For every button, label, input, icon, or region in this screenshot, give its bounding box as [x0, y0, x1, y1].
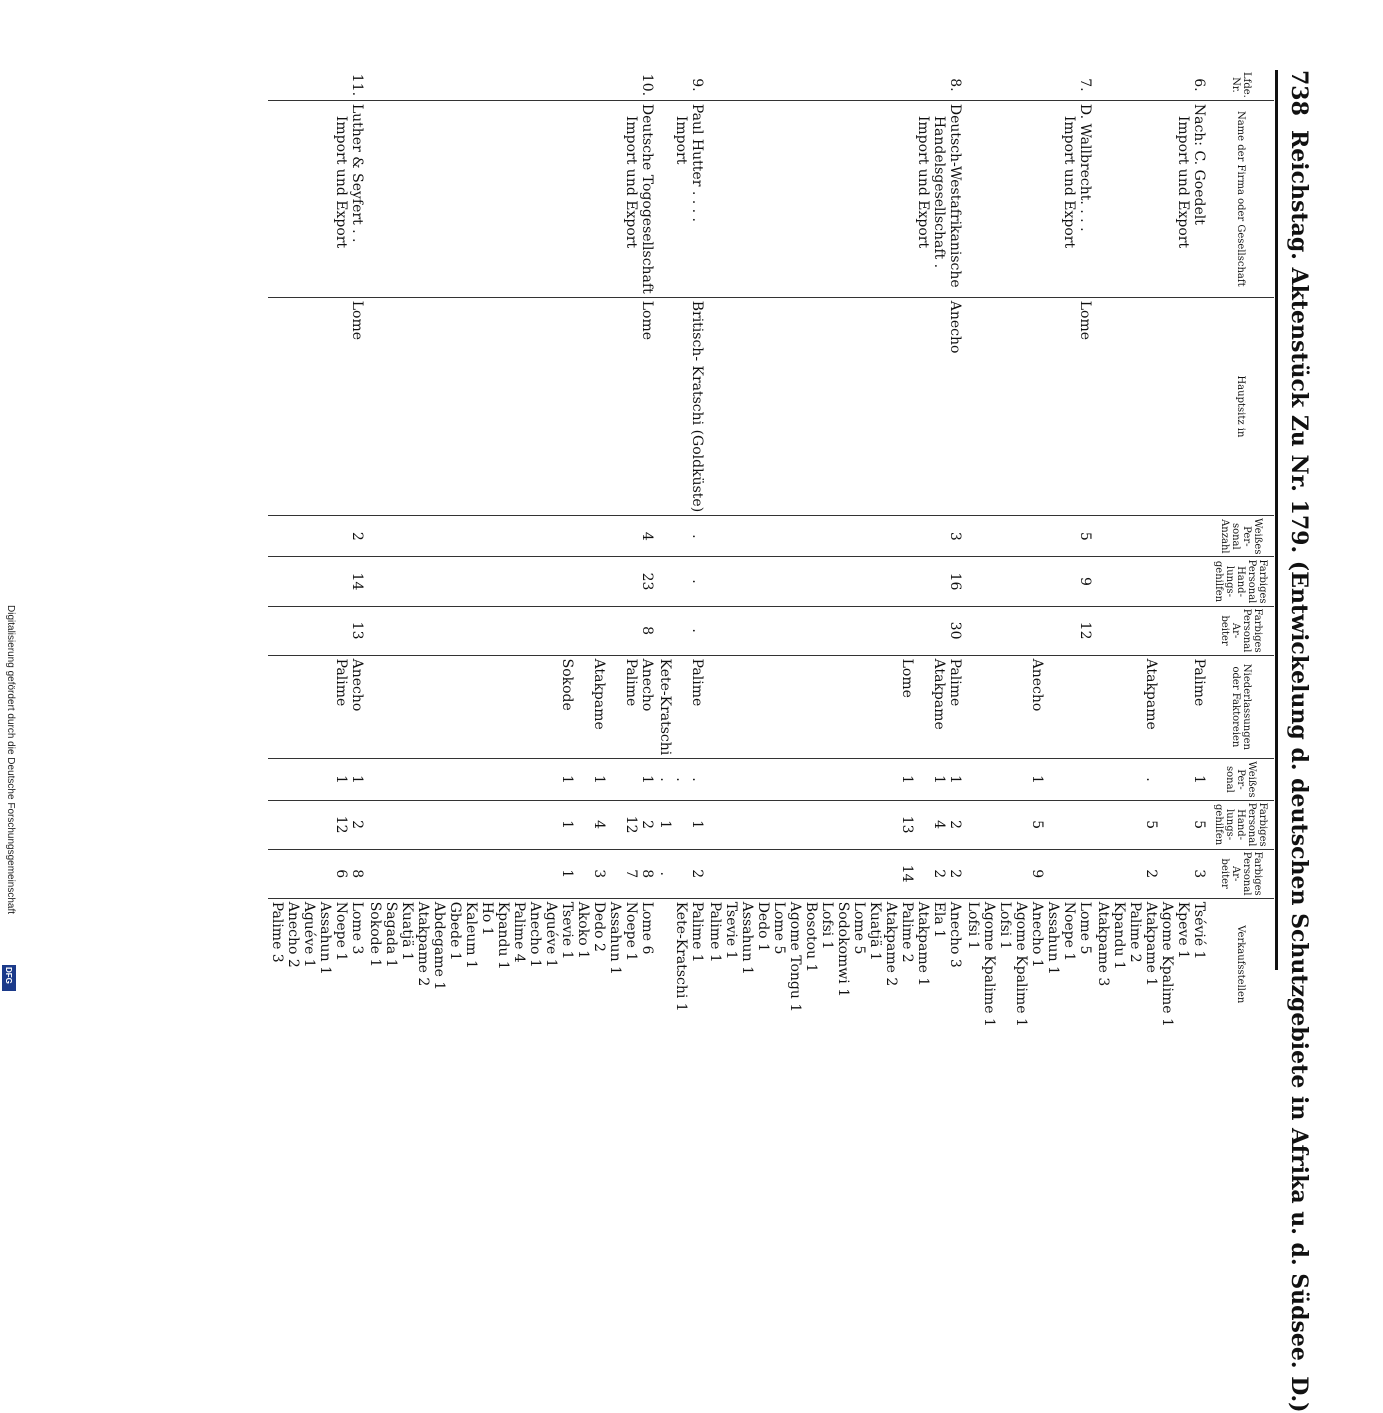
branch-clerks-count: 1 [689, 820, 705, 830]
branch-workers-count: 7 [623, 869, 639, 879]
page-header [1278, 70, 1318, 1413]
branches [964, 655, 1094, 759]
col-header-branch-workers: Farbiges Personal Ar- beiter [1208, 849, 1274, 898]
branch-workers-count: 8 [349, 869, 365, 879]
branch-name: Kete-Kratschi [657, 658, 673, 756]
sales-point: Atakpame 3 [1095, 901, 1111, 987]
company-name-line2: Import [673, 115, 689, 165]
company-name [706, 100, 964, 297]
branch-clerks-count [673, 804, 689, 846]
branch-workers-count: 1 [559, 869, 575, 879]
sales-point: Lome 5 [771, 901, 787, 955]
branch-name: Palime [947, 658, 963, 707]
sales-points [366, 898, 656, 1030]
table-row [964, 70, 1094, 1030]
branch-clerks [366, 800, 656, 849]
digitization-note: Digitalisierung gefördert durch die Deutsche Forschungsgemeinschaft [5, 605, 16, 915]
branch-workers [1094, 849, 1208, 898]
sales-point: Palime 4 [511, 901, 527, 963]
branches [366, 655, 656, 759]
branch-name: Anecho [349, 658, 365, 712]
sales-point: Atakpame 2 [415, 901, 431, 987]
branch-white-count [1159, 762, 1175, 796]
white-staff-count: 4 [639, 531, 655, 541]
branch-clerks-count: 12 [333, 815, 349, 834]
branch-white-count [1175, 762, 1191, 796]
headquarters [1094, 297, 1208, 515]
branch-white-count: 1 [591, 774, 607, 784]
sales-point: Anecho 1 [1029, 901, 1045, 968]
headquarters [656, 297, 706, 515]
table-row [366, 70, 656, 1030]
branch-workers-count [1045, 853, 1061, 895]
sales-point: Noepe 1 [333, 901, 349, 962]
clerks-count: 16 [947, 572, 963, 591]
sales-point: Atakpame 2 [883, 901, 899, 987]
table-row [268, 70, 366, 1030]
company-name-line2: Handelsgesellschaft . [931, 115, 947, 269]
branch-clerks [706, 800, 964, 849]
branch-white [268, 759, 366, 800]
clerks-count: 23 [639, 572, 655, 591]
branches [268, 655, 366, 759]
sales-point: Lome 3 [349, 901, 365, 955]
sales-point: Tsévié 1 [1191, 901, 1207, 960]
workers [268, 606, 366, 655]
clerks [656, 557, 706, 606]
sales-point: Lome 5 [851, 901, 867, 955]
white-staff-count: . [689, 534, 705, 539]
workers-count: . [689, 628, 705, 633]
sales-point: Kuatjä 1 [867, 901, 883, 961]
company-name-line3: Import und Export [915, 115, 931, 249]
sales-point: Tsevie 1 [723, 901, 739, 960]
white-staff [656, 516, 706, 557]
sales-point: Aguéve 1 [301, 901, 317, 968]
sales-point: Sokode 1 [367, 901, 383, 968]
branch-white-count [623, 762, 639, 796]
branch-white-count [575, 762, 591, 796]
branch-white-count: . [673, 777, 689, 782]
sales-point: Akoko 1 [575, 901, 591, 959]
branch-white-count [915, 762, 931, 796]
branch-clerks-count [1045, 804, 1061, 846]
branch-workers-count: 2 [947, 869, 963, 879]
sales-point: Palime 3 [269, 901, 285, 963]
sales-points [656, 898, 706, 1030]
sales-point: Assahun 1 [1045, 901, 1061, 975]
branch-workers-count: 2 [1143, 869, 1159, 879]
headquarters-text: Lome [1077, 300, 1093, 341]
sales-point: Gbede 1 [447, 901, 463, 961]
rotated-sheet [78, 70, 1318, 1413]
branch-clerks-count: 2 [639, 820, 655, 830]
branch-white-count: 1 [899, 774, 915, 784]
branch-white [964, 759, 1094, 800]
company-name-line2: Import und Export [623, 115, 639, 249]
row-number-text: 6. [1191, 78, 1207, 92]
branch-clerks-count: 4 [931, 820, 947, 830]
row-number [268, 70, 366, 100]
branch-white-count: 1 [947, 774, 963, 784]
sales-point: Agome Kpalime 1 [981, 901, 997, 1027]
branch-workers-count: 3 [591, 869, 607, 879]
sales-point: Lofsi 1 [819, 901, 835, 950]
branch-name: Palime [623, 658, 639, 707]
company-name-text: Luther & Seyfert . . [349, 103, 365, 243]
branch-workers-count [673, 853, 689, 895]
headquarters [268, 297, 366, 515]
sales-point: Assahun 1 [317, 901, 333, 975]
company-name-line2: Import und Export [1175, 115, 1191, 249]
company-name [366, 100, 656, 297]
sales-point: Palime 1 [707, 901, 723, 963]
sales-point: Kaleum 1 [463, 901, 479, 969]
sales-point: Anecho 1 [527, 901, 543, 968]
sales-point: Anecho 3 [947, 901, 963, 968]
sales-point: Noepe 1 [1061, 901, 1077, 962]
dfg-logo [2, 965, 16, 991]
sales-points [964, 898, 1094, 1030]
headquarters-text: Anecho [947, 300, 963, 354]
sales-point: Ho 1 [479, 901, 495, 936]
branch-name: Atakpame [591, 658, 607, 730]
sales-point: Anecho 2 [285, 901, 301, 968]
white-staff [1094, 516, 1208, 557]
sales-points [706, 898, 964, 1030]
white-staff [366, 516, 656, 557]
branch-workers-count: 2 [689, 869, 705, 879]
sales-point: Sagada 1 [383, 901, 399, 968]
clerks-count: . [689, 579, 705, 584]
branch-name: Palime [689, 658, 705, 707]
branch-clerks-count [607, 804, 623, 846]
branch-workers [964, 849, 1094, 898]
branch-workers-count [607, 853, 623, 895]
branch-clerks-count [1077, 804, 1093, 846]
dfg-logo-text: DFG [4, 967, 13, 984]
col-header-nr: Lfde. Nr. [1230, 72, 1252, 98]
white-staff-count: 2 [349, 531, 365, 541]
branch-workers-count [1077, 853, 1093, 895]
sales-point: Aguéve 1 [543, 901, 559, 968]
sales-point: Agome Kpalime 1 [1159, 901, 1175, 1027]
branch-workers [366, 849, 656, 898]
branch-workers-count [1159, 853, 1175, 895]
sales-point: Assahun 1 [607, 901, 623, 975]
row-number-text: 8. [947, 78, 963, 92]
company-name [1094, 100, 1208, 297]
branch-name [915, 659, 931, 756]
white-staff [268, 516, 366, 557]
sales-point: Kpandu 1 [1111, 901, 1127, 970]
branch-workers-count: 8 [639, 869, 655, 879]
branch-white [656, 759, 706, 800]
sales-point: Bosotou 1 [803, 901, 819, 973]
branch-clerks-count: 1 [559, 820, 575, 830]
branch-white-count: 1 [349, 774, 365, 784]
branches [706, 655, 964, 759]
workers [706, 606, 964, 655]
workers [656, 606, 706, 655]
col-header-stations: Verkaufsstellen [1208, 898, 1274, 1030]
branch-workers-count: 14 [899, 864, 915, 883]
branch-workers-count: 2 [931, 869, 947, 879]
sales-point: Kpeve 1 [1175, 901, 1191, 959]
row-number [964, 70, 1094, 100]
branch-white-count [1077, 762, 1093, 796]
clerks [1094, 557, 1208, 606]
sales-point: Kete-Kratschi 1 [673, 901, 689, 1012]
branch-white-count: 1 [1191, 774, 1207, 784]
branch-name: Anecho [1029, 658, 1045, 712]
sales-point: Atakpame 1 [1143, 901, 1159, 987]
branch-name [1045, 659, 1061, 756]
branch-white-count: 1 [1029, 774, 1045, 784]
table-row [656, 70, 706, 1030]
branch-white-count: 1 [559, 774, 575, 784]
row-number-text: 10. [639, 73, 655, 97]
digitization-footer [2, 605, 16, 995]
branch-clerks-count: 5 [1143, 820, 1159, 830]
branch-clerks-count: 1 [657, 820, 673, 830]
branch-workers-count [915, 853, 931, 895]
branches [1094, 655, 1208, 759]
col-header-white: Weißes Per- sonal Anzahl [1208, 516, 1274, 557]
header-rule [1275, 70, 1278, 970]
row-number [366, 70, 656, 100]
branch-workers-count [575, 853, 591, 895]
branch-white-count: 1 [931, 774, 947, 784]
branch-white-count [1045, 762, 1061, 796]
clerks [268, 557, 366, 606]
headquarters [366, 297, 656, 515]
company-name-line2: Import und Export [333, 115, 349, 249]
table-header-row [1208, 70, 1274, 1030]
branch-clerks-count: 12 [623, 815, 639, 834]
sales-point: Atakpame 1 [915, 901, 931, 987]
clerks [964, 557, 1094, 606]
company-name [268, 100, 366, 297]
branch-workers-count: 6 [333, 869, 349, 879]
branch-workers [706, 849, 964, 898]
branch-white-count: 1 [639, 774, 655, 784]
white-staff [964, 516, 1094, 557]
branch-name [673, 659, 689, 756]
sales-point: Palime 1 [689, 901, 705, 963]
branch-white-count [607, 762, 623, 796]
company-name-text: Paul Hutter . . . . [689, 103, 705, 222]
branch-name [1175, 659, 1191, 756]
col-header-workers: Farbiges Personal Ar- beiter [1208, 606, 1274, 655]
branch-name: Anecho [639, 658, 655, 712]
row-number-text: 11. [349, 73, 365, 97]
workers-count: 13 [349, 621, 365, 640]
sales-point: Lofsi 1 [997, 901, 1013, 950]
sales-point: Tsevie 1 [559, 901, 575, 960]
branch-clerks-count: 2 [349, 820, 365, 830]
workers [366, 606, 656, 655]
branch-clerks-count: 4 [591, 820, 607, 830]
sales-point: Agome Kpalime 1 [1013, 901, 1029, 1027]
white-staff-count: 5 [1077, 531, 1093, 541]
branch-workers-count: 9 [1029, 869, 1045, 879]
branch-clerks [964, 800, 1094, 849]
branch-clerks [656, 800, 706, 849]
sales-point: Dedo 2 [591, 901, 607, 952]
branch-clerks-count [1175, 804, 1191, 846]
branch-white-count: . [1143, 777, 1159, 782]
company-name-text: Deutsche Togogesellschaft [639, 103, 655, 294]
branch-name: Palime [333, 658, 349, 707]
sales-point: Ela 1 [931, 901, 947, 939]
col-header-branch-clerks: Farbiges Personal Hand- lungs- gehilfen [1208, 800, 1274, 849]
branch-name [1159, 659, 1175, 756]
sales-point: Lome 5 [1077, 901, 1093, 955]
row-number [656, 70, 706, 100]
branch-workers-count: 3 [1191, 869, 1207, 879]
branch-white [706, 759, 964, 800]
sales-points [268, 898, 366, 1030]
sales-point: Kpandu 1 [495, 901, 511, 970]
branch-white-count: 1 [333, 774, 349, 784]
branch-clerks-count [915, 804, 931, 846]
branch-name [1061, 659, 1077, 756]
col-header-name: Name der Firma oder Gesellschaft [1208, 100, 1274, 297]
sales-point: Dedo 1 [755, 901, 771, 952]
branch-white-count: . [657, 777, 673, 782]
company-name [656, 100, 706, 297]
workers [1094, 606, 1208, 655]
branch-clerks-count: 5 [1191, 820, 1207, 830]
col-header-city: Hauptsitz in [1208, 297, 1274, 515]
sales-point: Abdegame 1 [431, 901, 447, 991]
table-row [706, 70, 964, 1030]
company-name-text: Deutsch-Westafrikanische [947, 103, 963, 288]
company-name-text: Nach: C. Goedelt [1191, 103, 1207, 225]
branch-workers [268, 849, 366, 898]
page-title: Reichstag. Aktenstück Zu Nr. 179. (Entwickelung d. deutschen Schutzgebiete in Afrika u. d. Südsee. D.) [1286, 130, 1312, 1413]
row-number [1094, 70, 1208, 100]
branch-white-count: . [689, 777, 705, 782]
branch-clerks [268, 800, 366, 849]
branch-name: Atakpame [931, 658, 947, 730]
branch-clerks-count [1061, 804, 1077, 846]
branch-white-count [1061, 762, 1077, 796]
branch-name: Atakpame [1143, 658, 1159, 730]
branch-clerks-count: 13 [899, 815, 915, 834]
workers [964, 606, 1094, 655]
sales-point: Assahun 1 [739, 901, 755, 975]
branches [656, 655, 706, 759]
branch-workers-count [1175, 853, 1191, 895]
sales-point: Lome 6 [639, 901, 655, 955]
col-header-branch-white: Weißes Per- sonal [1208, 759, 1274, 800]
row-number-text: 9. [689, 78, 705, 92]
sales-point: Kuatjä 1 [399, 901, 415, 961]
table-row [1094, 70, 1208, 1030]
workers-count: 30 [947, 621, 963, 640]
headquarters-text: Lome [639, 300, 655, 341]
branch-clerks-count [1159, 804, 1175, 846]
company-name-text: D. Wallbrecht. . . . [1077, 103, 1093, 232]
company-table [268, 70, 1274, 1030]
branch-workers [656, 849, 706, 898]
sales-point: Sodokomwi 1 [835, 901, 851, 998]
branch-clerks-count [575, 804, 591, 846]
workers-count: 12 [1077, 621, 1093, 640]
col-header-branches: Niederlassungen oder Faktoreien [1208, 655, 1274, 759]
row-number-text: 7. [1077, 78, 1093, 92]
sales-point: Lofsi 1 [965, 901, 981, 950]
white-staff [706, 516, 964, 557]
branch-name [1077, 659, 1093, 756]
headquarters [964, 297, 1094, 515]
white-staff-count: 3 [947, 531, 963, 541]
clerks [706, 557, 964, 606]
clerks-count: 14 [349, 572, 365, 591]
branch-name: Lome [899, 658, 915, 698]
sales-point: Palime 2 [1127, 901, 1143, 963]
branch-white [366, 759, 656, 800]
branch-clerks [1094, 800, 1208, 849]
sales-point: Noepe 1 [623, 901, 639, 962]
sales-point: Agome Tongu 1 [787, 901, 803, 1013]
col-header-clerks: Farbiges Personal Hand- lungs- gehilfen [1208, 557, 1274, 606]
row-number [706, 70, 964, 100]
sales-point: Palime 2 [899, 901, 915, 963]
headquarters-text: Britisch- Kratschi (Goldküste) [689, 300, 705, 513]
branch-name [575, 659, 591, 756]
company-name [964, 100, 1094, 297]
branch-clerks-count: 2 [947, 820, 963, 830]
headquarters [706, 297, 964, 515]
branch-clerks-count: 5 [1029, 820, 1045, 830]
branch-workers-count: . [657, 871, 673, 876]
branch-white [1094, 759, 1208, 800]
branch-name: Palime [1191, 658, 1207, 707]
clerks [366, 557, 656, 606]
headquarters-text: Lome [349, 300, 365, 341]
branch-name [607, 659, 623, 756]
branch-name: Sokode [559, 658, 575, 711]
page-number: 738 [1286, 70, 1312, 116]
company-name-line2: Import und Export [1061, 115, 1077, 249]
sales-points [1094, 898, 1208, 1030]
branch-workers-count [1061, 853, 1077, 895]
workers-count: 8 [639, 626, 655, 636]
clerks-count: 9 [1077, 577, 1093, 586]
